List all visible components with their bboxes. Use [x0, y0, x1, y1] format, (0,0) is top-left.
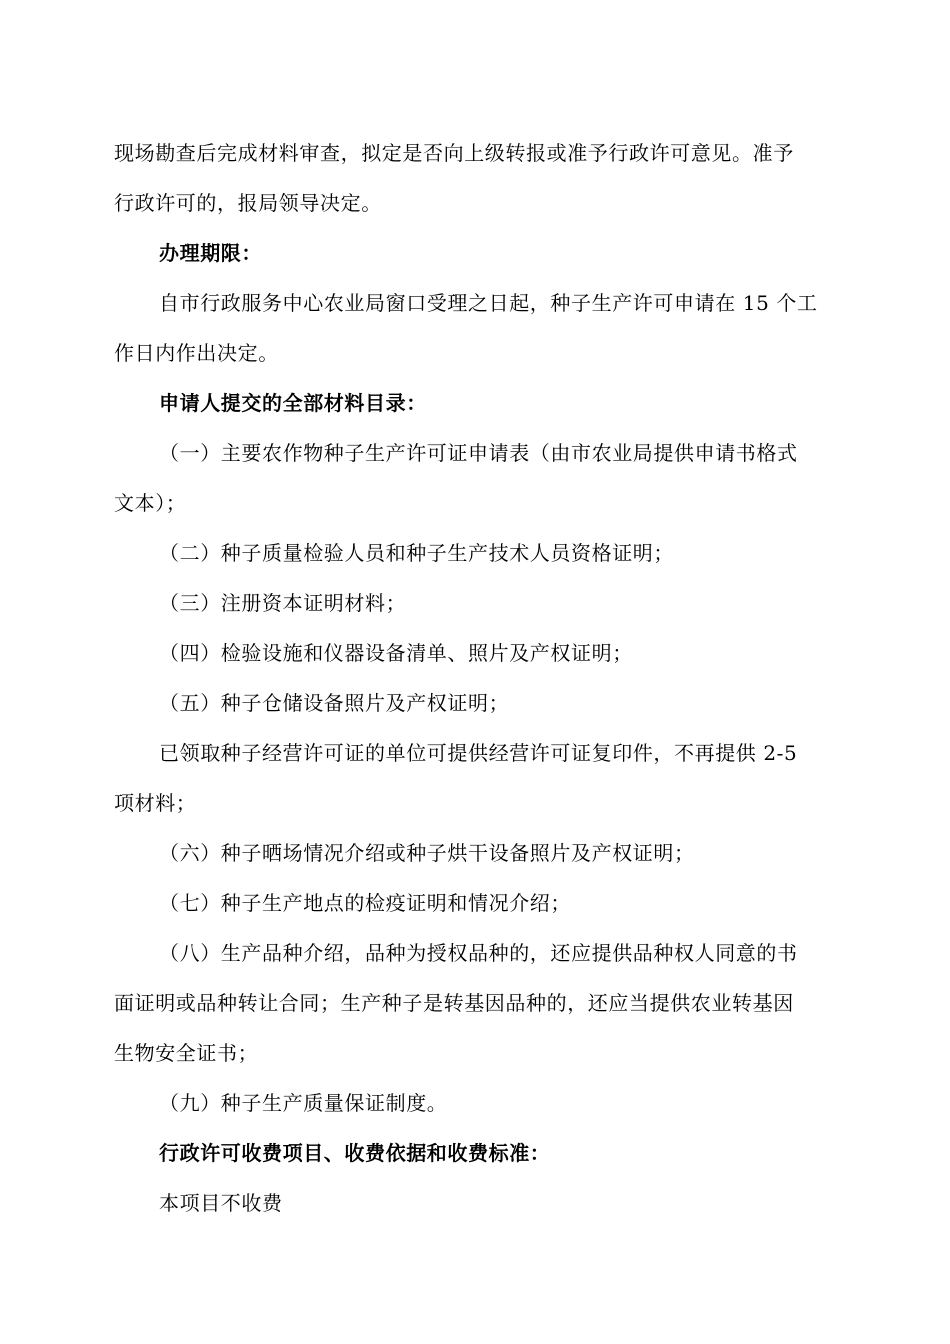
section-heading: 办理期限：	[159, 241, 262, 265]
section-heading: 行政许可收费项目、收费依据和收费标准：	[159, 1141, 551, 1165]
paragraph-line: 项材料；	[114, 791, 197, 815]
list-item-line: （四）检验设施和仪器设备清单、照片及产权证明；	[159, 641, 633, 665]
list-item-line: （九）种子生产质量保证制度。	[159, 1091, 448, 1115]
paragraph-line: 本项目不收费	[159, 1191, 283, 1215]
list-item-line: （二）种子质量检验人员和种子生产技术人员资格证明；	[159, 541, 674, 565]
paragraph-line: 已领取种子经营许可证的单位可提供经营许可证复印件，不再提供 2-5	[159, 741, 798, 765]
list-item-line: （一）主要农作物种子生产许可证申请表（由市农业局提供申请书格式	[159, 441, 798, 465]
paragraph-line: 行政许可的，报局领导决定。	[114, 191, 382, 215]
list-item-line: （五）种子仓储设备照片及产权证明；	[159, 691, 510, 715]
list-item-line: （六）种子晒场情况介绍或种子烘干设备照片及产权证明；	[159, 841, 695, 865]
list-item-line: （三）注册资本证明材料；	[159, 591, 407, 615]
list-item-line: （七）种子生产地点的检疫证明和情况介绍；	[159, 891, 571, 915]
list-item-line: 面证明或品种转让合同；生产种子是转基因品种的，还应当提供农业转基因	[114, 991, 794, 1015]
list-item-line: （八）生产品种介绍，品种为授权品种的，还应提供品种权人同意的书	[159, 941, 798, 965]
section-heading: 申请人提交的全部材料目录：	[159, 391, 427, 415]
paragraph-line: 现场勘查后完成材料审查，拟定是否向上级转报或准予行政许可意见。准予	[114, 141, 794, 165]
list-item-line: 生物安全证书；	[114, 1041, 259, 1065]
paragraph-line: 自市行政服务中心农业局窗口受理之日起，种子生产许可申请在 15 个工	[159, 291, 818, 315]
paragraph-line: 作日内作出决定。	[114, 341, 279, 365]
list-item-line: 文本）；	[114, 491, 187, 515]
